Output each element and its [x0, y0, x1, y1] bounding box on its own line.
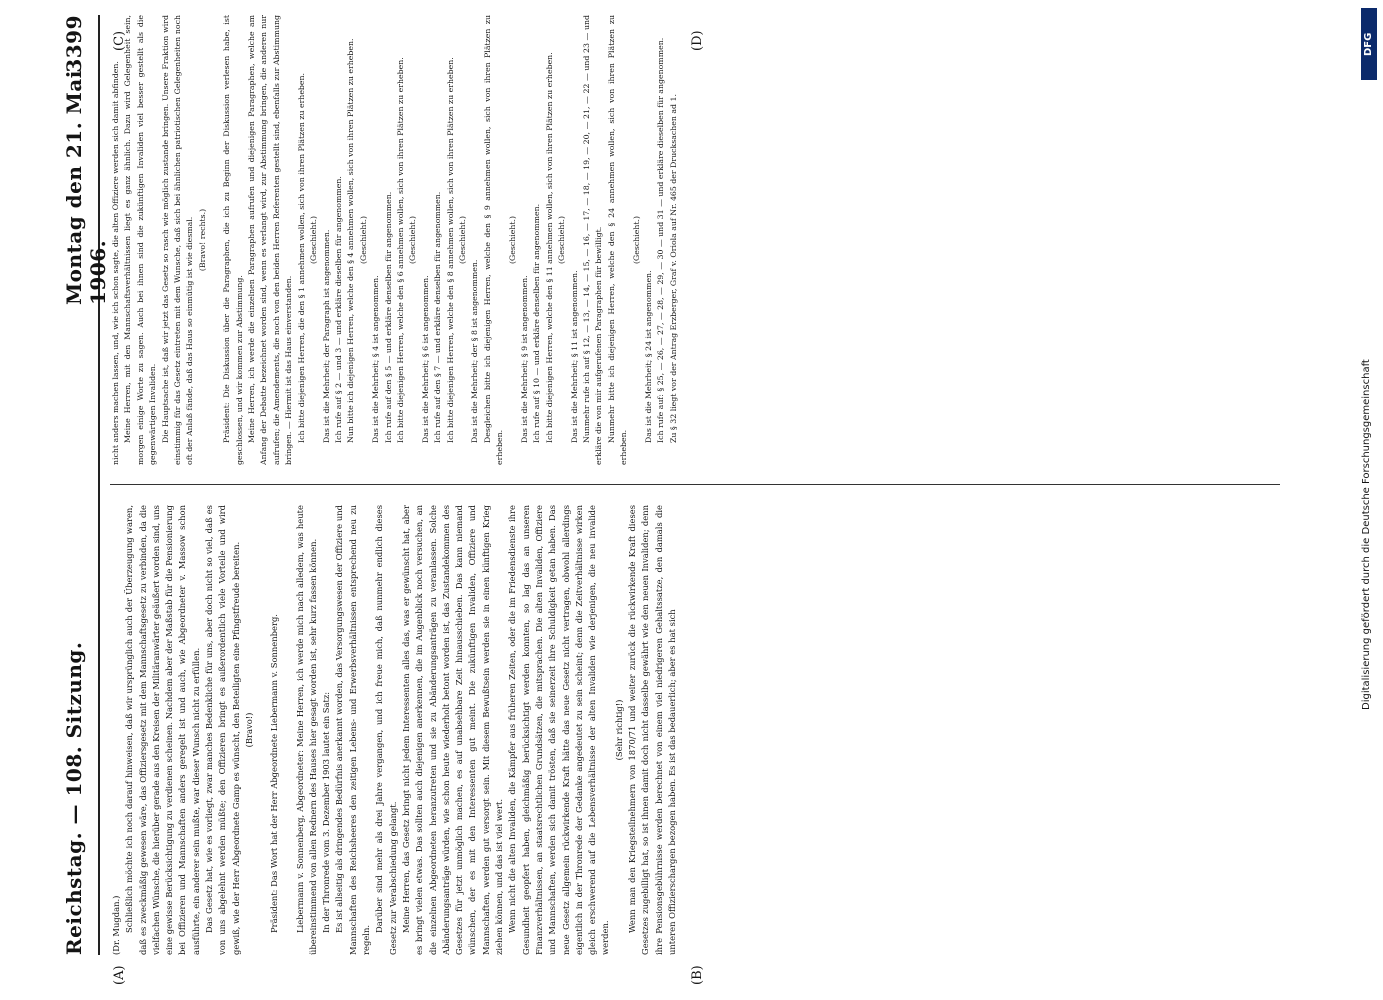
paragraph: In der Thronrede vom 3. Dezember 1903 lautet ein Satz: [321, 691, 332, 933]
margin-mark-b: (B) [690, 965, 705, 985]
right-column [110, 15, 685, 465]
paragraph: Ich bitte diejenigen Herren, welche den § 8 annehmen wollen, sich von ihren Plätzen zu erheben. [445, 57, 455, 443]
interjection: (Geschieht.) [408, 215, 418, 265]
margin-mark-d: (D) [690, 30, 705, 51]
interjection: (Geschieht.) [631, 215, 641, 265]
paragraph: Liebermann v. Sonnenberg, Abgeordneter: Meine Herren, ich werde mich nach alledem, was heute übereinstimmend von allen Rednern des Hauses hier gesagt worden ist, sehr kurz fassen können. [294, 505, 318, 955]
interjection: (Bravo! rechts.) [197, 208, 207, 272]
paragraph: Das Gesetz hat, wie es vorliegt, zwar manches Bedenkliche für uns, aber doch nicht so viel, daß es von uns abgelehnt werden müßte; den Offizieren bringt es außerordentlich viele Vorteile und wird gewiß, wie der Herr Abgeordnete Gamp es wünscht, den Beteiligten eine Pfingstfreude bereiten. [204, 505, 241, 955]
interjection: (Bravo!) [243, 712, 254, 748]
paragraph: Nunmehr rufe ich auf § 12, — 13, — 14, — 15, — 16, — 17, — 18, — 19, — 20, — 21, — 22 — und 23 — und erkläre die von mir aufgerufenen Paragraphen für bewilligt. [582, 15, 604, 465]
interjection: (Geschieht.) [309, 215, 319, 265]
paragraph: Ich rufe auf § 10 — und erkläre denselben für angenommen. [532, 203, 542, 443]
page-header [58, 15, 110, 955]
interjection: (Sehr richtig!) [613, 699, 624, 761]
paragraph: Desgleichen bitte ich diejenigen Herren, welche den § 9 annehmen wollen, sich von ihren Plätzen zu erheben. [482, 15, 505, 465]
paragraph: Schließlich möchte ich noch darauf hinweisen, daß wir ursprünglich auch der Überzeugung waren, daß es zweckmäßig gewesen wäre, das Offiziersgesetz mit dem Mannschaftsgesetz zu verbinden, da die vielfachen Wünsche, die hierüber gerade aus den Kreisen der Militäranwärter geäußert worden sind, uns eine gewisse Berücksichtigung zu verdienen scheinen. Nachdem aber der Maßstab für die Pensionierung bei Offizieren und Mannschaften anders geregelt ist und auch, wie Abgeordneter v. Massow schon ausführte, ein anderer sein mußte, war dieser Wunsch nicht zu erfüllen. [124, 505, 201, 955]
dfg-logo: DFG [1361, 8, 1377, 80]
paragraph: Das ist die Mehrheit; der § 8 ist angenommen. [470, 259, 480, 443]
document-page [40, 15, 1340, 985]
paragraph: Meine Herren, mit den Mannschaftsverhältnissen liegt es ganz ähnlich. Dazu wird Gelegenheit sein, morgen einige Worte zu sagen. Auch bei ihnen sind die zukünftigen Invaliden viel besser gestellt als die gegenwärtigen Invaliden. [123, 15, 158, 465]
paragraph: Ich rufe auf § 2 — und 3 — und erkläre dieselben für angenommen. [333, 176, 343, 443]
paragraph: nicht anders machen lassen, und, wie ich schon sagte, die alten Offiziere werden sich damit abfinden. [111, 61, 120, 465]
left-column [110, 505, 685, 955]
paragraph: Das ist die Mehrheit; § 9 ist angenommen. [520, 275, 529, 443]
speaker-note: (Dr. Mugdan.) [111, 895, 121, 955]
paragraph: Nunmehr bitte ich diejenigen Herren, welche den § 24 annehmen wollen, sich von ihren Plätzen zu erheben. [606, 15, 629, 465]
paragraph: Nun bitte ich diejenigen Herren, welche den § 4 annehmen wollen, sich von ihren Plätzen zu erheben. [346, 38, 356, 443]
header-date: Montag den 21. Mai 1906. [62, 70, 110, 305]
paragraph: Ich bitte diejenigen Herren, welche den § 11 annehmen wollen, sich von ihren Plätzen zu erheben. [544, 52, 554, 443]
paragraph: Ich rufe auf den § 5 — und erkläre denselben für angenommen. [383, 191, 393, 443]
paragraph: Meine Herren, das Gesetz bringt nicht jedem Interessenten alles das, was er gewünscht hat, aber es bringt vielen etwas. Das sollten auch diejenigen anerkennen, die im Augenblick noch versuchen, an die einzelnen Abgeordneten heranzutreten und sie zu Abänderungsanträgen zu veranlassen. Solche Abänderungsanträge würden, wie schon heute wiederholt betont worden ist, das Zustandekommen des Gesetzes für jetzt unmöglich machen, es auf unabsehbare Zeit hinausschieben. Das kann niemand wünschen, der es mit den Interessenten gut meint. Die zukünftigen Invaliden, Offiziere und Mannschaften, werden gut versorgt sein. Mit diesem Bewußtsein werden sie in einen künftigen Krieg ziehen können, und das ist viel wert. [400, 505, 505, 955]
paragraph: Darüber sind mehr als drei Jahre vergangen, und ich freue mich, daß nunmehr endlich dieses Gesetz zur Verabschiedung gelangt. [374, 505, 398, 955]
paragraph: Meine Herren, ich werde die einzelnen Paragraphen aufrufen und diejenigen Paragraphen, welche am Anfang der Debatte bezeichnet worden sind, wenn es verlangt wird, zur Abstimmung bringen, die anderen nur aufrufen; die Amendements, die noch von den beiden Herren Referenten gestellt sind, ebenfalls zur Abstimmung bringen. — Hiermit ist das Haus einverstanden. [247, 15, 294, 465]
paragraph: Ich rufe auf: § 25, — 26, — 27, — 28, — 29, — 30 — und 31 — und erkläre dieselben für angenommen. [656, 37, 666, 443]
paragraph: Die Hauptsache ist, daß wir jetzt das Gesetz so rasch wie möglich zustande bringen. Unsere Fraktion wird einstimmig für das Gesetz eintreten mit dem Wunsche, daß sich bei ähnlichen patriotischen Gelegenheiten noch oft der Anlaß fände, daß das Haus so einmütig ist wie diesmal. [160, 15, 195, 465]
paragraph: Ich rufe auf den § 7 — und erkläre denselben für angenommen. [433, 191, 443, 443]
paragraph: Das ist die Mehrheit; § 11 ist angenommen. [569, 270, 579, 443]
quote: Es ist allseitig als dringendes Bedürfnis anerkannt worden, das Versorgungswesen der Offiziere und Mannschaften des Reichsheeres den zeitigen Lebens- und Erwerbsverhältnissen entsprechend neu zu regeln. [334, 505, 372, 955]
interjection: (Geschieht.) [507, 215, 517, 265]
digitization-credit: Digitalisierung gefördert durch die Deutsche Forschungsgemeinschaft [1361, 359, 1372, 710]
paragraph: Ich bitte diejenigen Herren, die den § 1 annehmen wollen, sich von ihren Plätzen zu erheben. [296, 72, 306, 443]
paragraph: Wenn man den Kriegsteilnehmern von 1870/71 und weiter zurück die rückwirkende Kraft dieses Gesetzes zugebilligt hat, so ist ihnen damit doch nicht dasselbe gewährt wie den neuen Invaliden; denn ihre Pensionsgebührnisse werden berechnet von einem viel niedrigeren Gehaltssatze, den damals die unteren Offizierschargen bezogen haben. Es ist das bedauerlich; aber es hat sich [626, 505, 677, 955]
margin-mark-c: (C) [112, 30, 127, 51]
paragraph: Präsident: Die Diskussion über die Paragraphen, die ich zu Beginn der Diskussion verlesen habe, ist geschlossen, und wir kommen zur Abstimmung. [222, 15, 244, 465]
paragraph: Wenn nicht die alten Invaliden, die Kämpfer aus früheren Zeiten, oder die im Friedensdienste ihre Gesundheit geopfert haben, gleichmäßig berücksichtigt werden konnten, so lag das an unseren Finanzverhältnissen, an staatsrechtlichen Grundsätzen, die mitsprachen. Die alten Invaliden, Offiziere und Mannschaften, werden sich damit trösten, daß sie seinerzeit ihre Schuldigkeit getan haben. Das neue Gesetz allgemein rückwirkende Kraft hätte das neue Gesetz nicht vertragen, obwohl allerdings eigentlich in der Thronrede der Gedanke angedeutet zu sein scheint; denn die Zeitverhältnisse wirken gleich erschwerend auf die Lebensverhältnisse der alten Invaliden wie derjenigen, die neu invalide werden. [507, 505, 611, 955]
header-session: Reichstag. — 108. Sitzung. [62, 641, 86, 955]
interjection: (Geschieht.) [557, 215, 567, 265]
column-divider [110, 484, 1280, 485]
margin-mark-a: (A) [112, 965, 127, 985]
paragraph: Das ist die Mehrheit; § 24 ist angenommen. [644, 270, 654, 443]
interjection: (Geschieht.) [358, 215, 368, 265]
paragraph: Präsident: Das Wort hat der Herr Abgeordnete Liebermann v. Sonnenberg. [269, 614, 280, 933]
paragraph: Das ist die Mehrheit; der Paragraph ist angenommen. [321, 229, 331, 443]
paragraph: Das ist die Mehrheit; § 6 ist angenommen. [420, 275, 430, 443]
paragraph: Zu § 32 liegt vor der Antrag Erzberger, Graf v. Oriola auf Nr. 465 der Drucksachen ad 1. [668, 94, 678, 443]
paragraph: Ich bitte diejenigen Herren, welche den § 6 annehmen wollen, sich von ihren Plätzen zu erheben. [395, 57, 405, 443]
interjection: (Geschieht.) [457, 215, 467, 265]
page-number: 3399 [62, 15, 86, 73]
paragraph: Das ist die Mehrheit; § 4 ist angenommen. [371, 275, 381, 443]
